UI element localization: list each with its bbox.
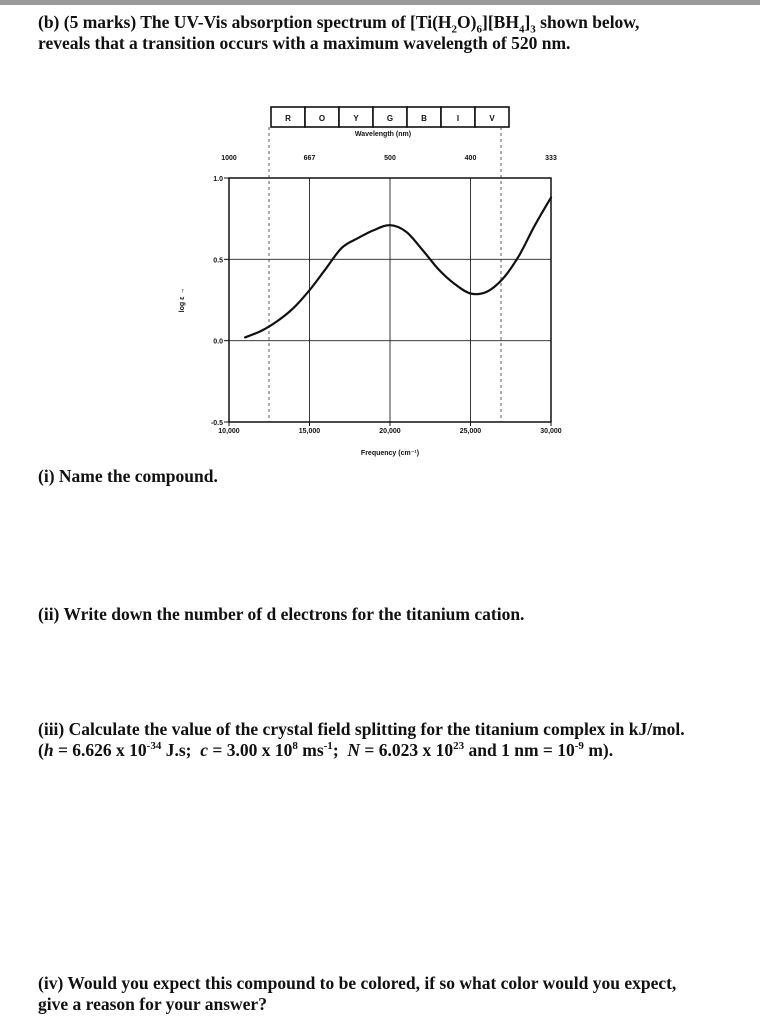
color-band-letter: Y bbox=[353, 114, 359, 123]
x-tick-label: 25,000 bbox=[459, 428, 482, 435]
color-band-letter: R bbox=[285, 114, 291, 123]
wavelength-ticks bbox=[221, 155, 557, 162]
question-iv-line-2: give a reason for your answer? bbox=[38, 994, 267, 1014]
x-tick-label: 15,000 bbox=[298, 428, 321, 435]
chart-grid bbox=[229, 178, 551, 422]
color-band-letter: V bbox=[489, 114, 495, 123]
band-guide-lines bbox=[269, 127, 501, 422]
question-iv-line-1 bbox=[38, 973, 676, 994]
color-band-letter: B bbox=[421, 114, 427, 123]
question-b-line-1 bbox=[38, 12, 640, 36]
question-i-label: (i) bbox=[38, 466, 55, 486]
page-top-rule bbox=[0, 0, 760, 5]
question-iv-text: Would you expect this compound to be colored, if so what color would you expect, bbox=[67, 973, 677, 993]
wavelength-tick-label: 400 bbox=[464, 155, 477, 162]
color-band-letter: I bbox=[456, 114, 460, 123]
question-b-line-2: reveals that a transition occurs with a maximum wavelength of 520 nm. bbox=[38, 33, 571, 53]
x-axis-label: Frequency (cm⁻¹) bbox=[360, 450, 420, 457]
y-axis-label: log ε → bbox=[179, 287, 186, 313]
question-iii-constants: (h = 6.626 x $10^{-34}$ J.s; c = 3.00 x $10^8$ $ms^{-1}$; N = 6.023 x $10^{23}$ and 1 nm = $10^{-9}$ m). bbox=[38, 740, 614, 760]
question-i bbox=[38, 466, 218, 487]
compound-formula: $[Ti(H_2O)_6][BH_4]_3$ bbox=[410, 12, 536, 36]
question-iii-text: Calculate the value of the crystal field splitting for the titanium complex in kJ/mol. bbox=[68, 719, 685, 739]
question-ii-text: Write down the number of d electrons for the titanium cation. bbox=[63, 604, 525, 624]
question-b-trail: shown below, bbox=[540, 12, 640, 32]
question-iii-line-1 bbox=[38, 719, 685, 740]
question-b-lead: The UV-Vis absorption spectrum of bbox=[140, 12, 406, 32]
color-band-letter: G bbox=[386, 114, 394, 123]
x-tick-label: 20,000 bbox=[379, 428, 401, 435]
question-iv-label: (iv) bbox=[38, 973, 64, 993]
wavelength-tick-label: 333 bbox=[545, 155, 557, 162]
wavelength-axis-label: Wavelength (nm) bbox=[354, 131, 412, 138]
x-axis-ticks bbox=[218, 422, 562, 435]
wavelength-tick-label: 667 bbox=[303, 155, 316, 162]
x-tick-label: 10,000 bbox=[218, 428, 240, 435]
question-b-part: (b) bbox=[38, 12, 60, 32]
y-tick-label: 1.0 bbox=[213, 176, 223, 183]
y-axis-label-group bbox=[179, 288, 186, 313]
y-tick-label: 0.0 bbox=[213, 338, 223, 346]
color-band-letter: O bbox=[318, 114, 326, 123]
y-tick-label: 0.5 bbox=[213, 257, 223, 265]
question-i-text: Name the compound. bbox=[58, 466, 218, 486]
wavelength-tick-label: 500 bbox=[384, 155, 396, 162]
y-tick-label: -0.5 bbox=[210, 420, 223, 427]
question-b-text bbox=[38, 12, 639, 54]
absorbance-curve bbox=[245, 198, 551, 338]
question-iv bbox=[38, 973, 676, 1015]
question-iii-label: (iii) bbox=[38, 719, 65, 739]
x-tick-label: 30,000 bbox=[540, 428, 562, 435]
question-b-marks: (5 marks) bbox=[63, 12, 137, 32]
uv-vis-spectrum-chart bbox=[160, 100, 580, 460]
question-ii-label: (ii) bbox=[38, 604, 60, 624]
y-axis-ticks bbox=[211, 176, 229, 427]
wavelength-tick-label: 1000 bbox=[221, 155, 237, 162]
color-band bbox=[271, 107, 509, 127]
question-ii bbox=[38, 604, 524, 625]
question-iii bbox=[38, 719, 685, 761]
